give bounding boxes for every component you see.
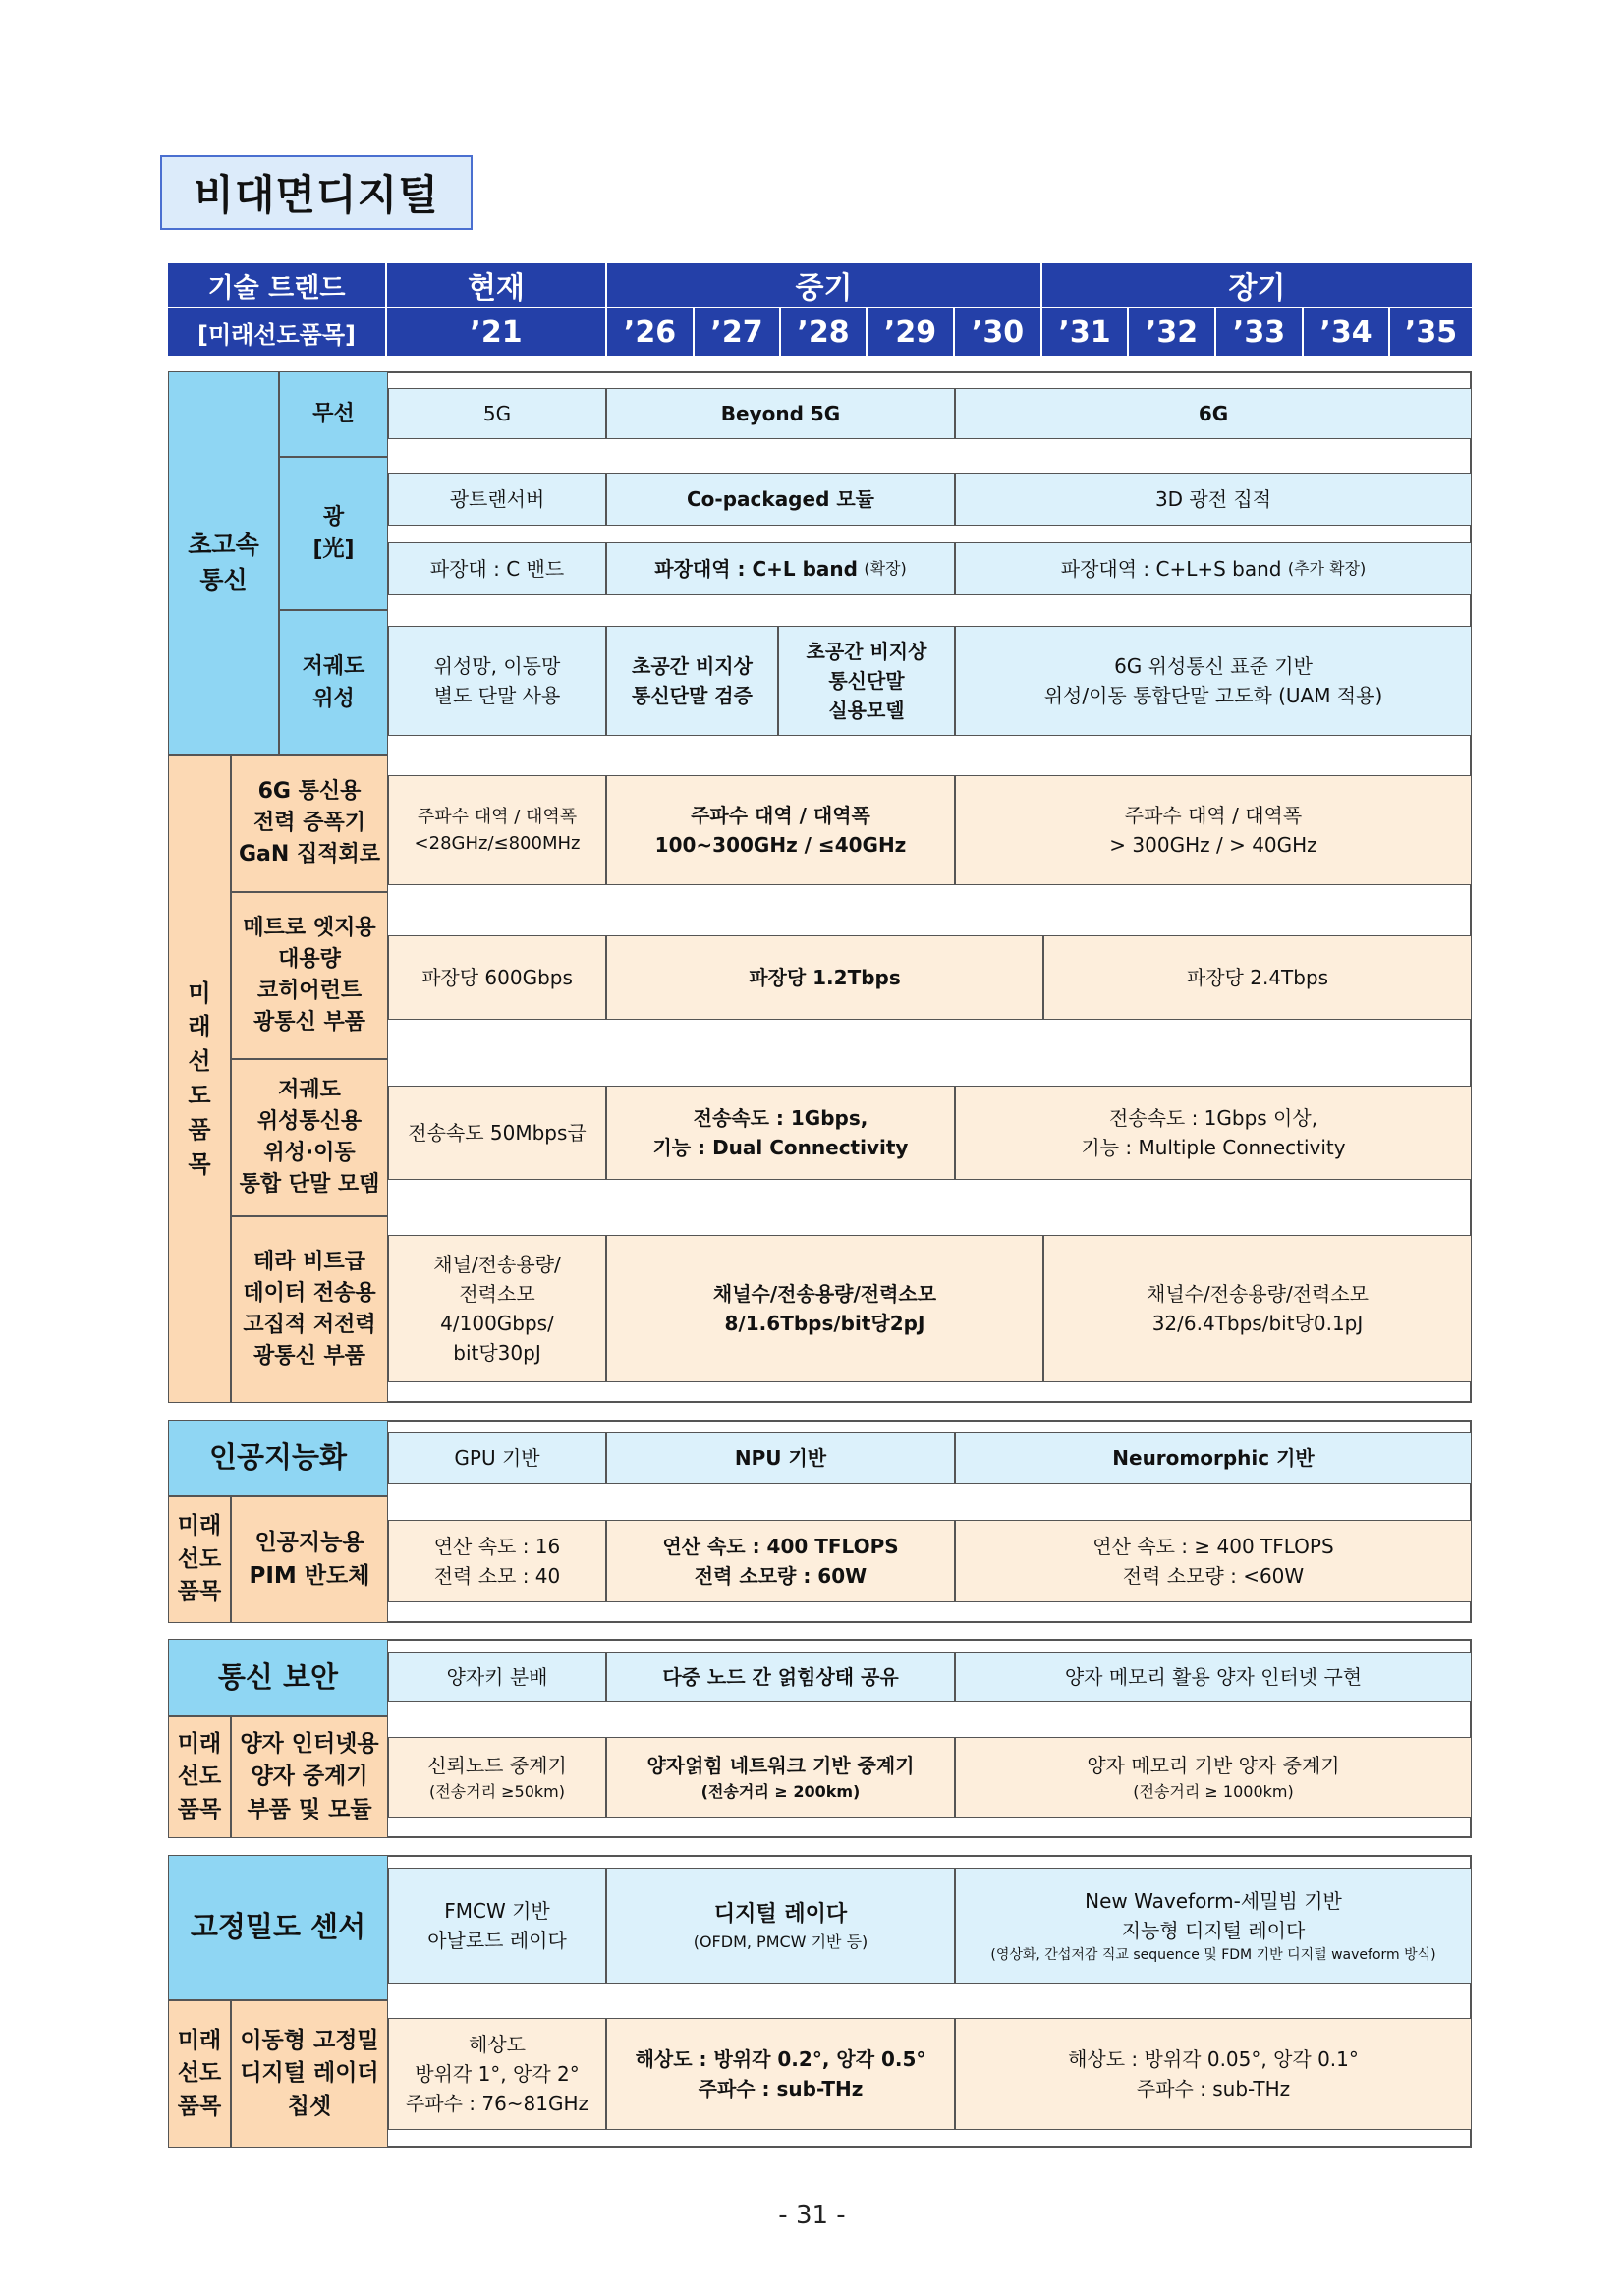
future1-item2-long: 파장당 2.4Tbps xyxy=(1043,935,1472,1020)
year-26: ’26 xyxy=(607,308,695,356)
security-item-name: 양자 인터넷용 양자 중계기 부품 및 모듈 xyxy=(231,1716,388,1838)
ai-item-name: 인공지능용 PIM 반도체 xyxy=(231,1496,388,1623)
ai-now: GPU 기반 xyxy=(388,1432,606,1484)
year-21: ’21 xyxy=(387,308,607,356)
year-28: ’28 xyxy=(781,308,868,356)
security-mid: 다중 노드 간 얽힘상태 공유 xyxy=(606,1652,955,1702)
sensor-future-label: 미래 선도 품목 xyxy=(168,2000,231,2148)
security-item-long xyxy=(955,1737,1472,1818)
year-33: ’33 xyxy=(1216,308,1304,356)
security-item-now-text: 신뢰노드 중계기 xyxy=(427,1754,567,1777)
year-32: ’32 xyxy=(1129,308,1216,356)
security-long: 양자 메모리 활용 양자 인터넷 구현 xyxy=(955,1652,1472,1702)
header-mid: 중기 xyxy=(607,263,1042,308)
security-item-now xyxy=(388,1737,606,1818)
ai-item-now: 연산 속도 : 16 전력 소모 : 40 xyxy=(388,1520,606,1602)
optical-r2-mid-text: 파장대역 : C+L band xyxy=(654,557,858,581)
security-item-long-text: 양자 메모리 기반 양자 중계기 xyxy=(1087,1754,1340,1777)
security-future-label: 미래 선도 품목 xyxy=(168,1716,231,1838)
ai-mid: NPU 기반 xyxy=(606,1432,955,1484)
ai-long: Neuromorphic 기반 xyxy=(955,1432,1472,1484)
security-label: 통신 보안 xyxy=(168,1639,388,1716)
ai-item-mid: 연산 속도 : 400 TFLOPS 전력 소모량 : 60W xyxy=(606,1520,955,1602)
ai-label: 인공지능화 xyxy=(168,1420,388,1496)
optical-r2-long xyxy=(955,542,1472,595)
header-trend-label: 기술 트렌드 xyxy=(168,263,387,308)
future1-item4-mid: 채널수/전송용량/전력소모 8/1.6Tbps/bit당2pJ xyxy=(606,1235,1043,1382)
security-item-long-note: (전송거리 ≥ 1000km) xyxy=(1133,1782,1294,1801)
security-now: 양자키 분배 xyxy=(388,1652,606,1702)
leo-mid1: 초공간 비지상 통신단말 검증 xyxy=(606,626,778,736)
optical-r1-mid: Co-packaged 모듈 xyxy=(606,473,955,526)
ai-item-long: 연산 속도 : ≥ 400 TFLOPS 전력 소모량 : <60W xyxy=(955,1520,1472,1602)
sensor-item-mid: 해상도 : 방위각 0.2°, 앙각 0.5° 주파수 : sub-THz xyxy=(606,2018,955,2130)
security-item-mid-text: 양자얽힘 네트워크 기반 중계기 xyxy=(646,1754,915,1777)
optical-r2-mid-note: (확장) xyxy=(864,559,907,578)
year-34: ’34 xyxy=(1304,308,1390,356)
future1-item4-name: 테라 비트급 데이터 전송용 고집적 저전력 광통신 부품 xyxy=(231,1216,388,1403)
year-27: ’27 xyxy=(695,308,781,356)
year-29: ’29 xyxy=(868,308,955,356)
future1-item1-now: 주파수 대역 / 대역폭 <28GHz/≤800MHz xyxy=(388,775,606,885)
future1-item3-mid: 전송속도 : 1Gbps, 기능 : Dual Connectivity xyxy=(606,1086,955,1180)
year-35: ’35 xyxy=(1390,308,1472,356)
future1-item1-name: 6G 통신용 전력 증폭기 GaN 집적회로 xyxy=(231,755,388,892)
sensor-mid xyxy=(606,1868,955,1984)
wireless-mid: Beyond 5G xyxy=(606,388,955,439)
sensor-long-text: New Waveform-세밀빔 기반 지능형 디지털 레이다 xyxy=(1085,1888,1342,1942)
ai-future-label: 미래 선도 품목 xyxy=(168,1496,231,1623)
leo-label: 저궤도 위성 xyxy=(279,610,388,755)
future1-item3-now: 전송속도 50Mbps급 xyxy=(388,1086,606,1180)
page-title: 비대면디지털 xyxy=(160,155,473,230)
future1-item3-long: 전송속도 : 1Gbps 이상, 기능 : Multiple Connectivity xyxy=(955,1086,1472,1180)
sensor-item-now: 해상도 방위각 1°, 앙각 2° 주파수 : 76~81GHz xyxy=(388,2018,606,2130)
sensor-long xyxy=(955,1868,1472,1984)
security-item-now-note: (전송거리 ≥50km) xyxy=(428,1782,565,1801)
page-number: - 31 - xyxy=(778,2201,846,2230)
future1-item3-name: 저궤도 위성통신용 위성·이동 통합 단말 모뎀 xyxy=(231,1059,388,1216)
optical-r2-long-note: (추가 확장) xyxy=(1287,559,1367,578)
sensor-mid-text: 디지털 레이다 xyxy=(713,1901,848,1927)
wireless-label: 무선 xyxy=(279,371,388,457)
optical-r1-now: 광트랜서버 xyxy=(388,473,606,526)
optical-label: 광 [光] xyxy=(279,457,388,610)
header-product-label: [미래선도품목] xyxy=(168,308,387,356)
sensor-label: 고정밀도 센서 xyxy=(168,1855,388,2000)
future1-item1-long: 주파수 대역 / 대역폭 > 300GHz / > 40GHz xyxy=(955,775,1472,885)
future1-label: 미 래 선 도 품 목 xyxy=(168,755,231,1403)
leo-long: 6G 위성통신 표준 기반 위성/이동 통합단말 고도화 (UAM 적용) xyxy=(955,626,1472,736)
sensor-mid-note: (OFDM, PMCW 기반 등) xyxy=(693,1932,868,1951)
header-present: 현재 xyxy=(387,263,607,308)
sensor-item-name: 이동형 고정밀 디지털 레이더 칩셋 xyxy=(231,2000,388,2148)
future1-item4-now: 채널/전송용량/ 전력소모 4/100Gbps/ bit당30pJ xyxy=(388,1235,606,1382)
security-item-mid xyxy=(606,1737,955,1818)
future1-item2-now: 파장당 600Gbps xyxy=(388,935,606,1020)
wireless-long: 6G xyxy=(955,388,1472,439)
sensor-long-note: (영상화, 간섭저감 직교 sequence 및 FDM 기반 디지털 waveform 방식) xyxy=(990,1946,1436,1963)
security-item-mid-note: (전송거리 ≥ 200km) xyxy=(700,1782,861,1801)
optical-r2-mid xyxy=(606,542,955,595)
optical-r1-long: 3D 광전 집적 xyxy=(955,473,1472,526)
optical-r2-long-text: 파장대역 : C+L+S band xyxy=(1060,557,1282,581)
year-31: ’31 xyxy=(1042,308,1129,356)
future1-item2-mid: 파장당 1.2Tbps xyxy=(606,935,1043,1020)
optical-r2-now: 파장대 : C 밴드 xyxy=(388,542,606,595)
sensor-now: FMCW 기반 아날로드 레이다 xyxy=(388,1868,606,1984)
future1-item4-long: 채널수/전송용량/전력소모 32/6.4Tbps/bit당0.1pJ xyxy=(1043,1235,1472,1382)
leo-now: 위성망, 이동망 별도 단말 사용 xyxy=(388,626,606,736)
future1-item1-mid: 주파수 대역 / 대역폭 100~300GHz / ≤40GHz xyxy=(606,775,955,885)
header-long: 장기 xyxy=(1042,263,1472,308)
timeline-header xyxy=(168,263,1472,356)
wireless-now: 5G xyxy=(388,388,606,439)
year-30: ’30 xyxy=(955,308,1042,356)
future1-item2-name: 메트로 엣지용 대용량 코히어런트 광통신 부품 xyxy=(231,892,388,1059)
hyper-label: 초고속 통신 xyxy=(168,371,279,755)
leo-mid2: 초공간 비지상 통신단말 실용모델 xyxy=(778,626,955,736)
sensor-item-long: 해상도 : 방위각 0.05°, 앙각 0.1° 주파수 : sub-THz xyxy=(955,2018,1472,2130)
